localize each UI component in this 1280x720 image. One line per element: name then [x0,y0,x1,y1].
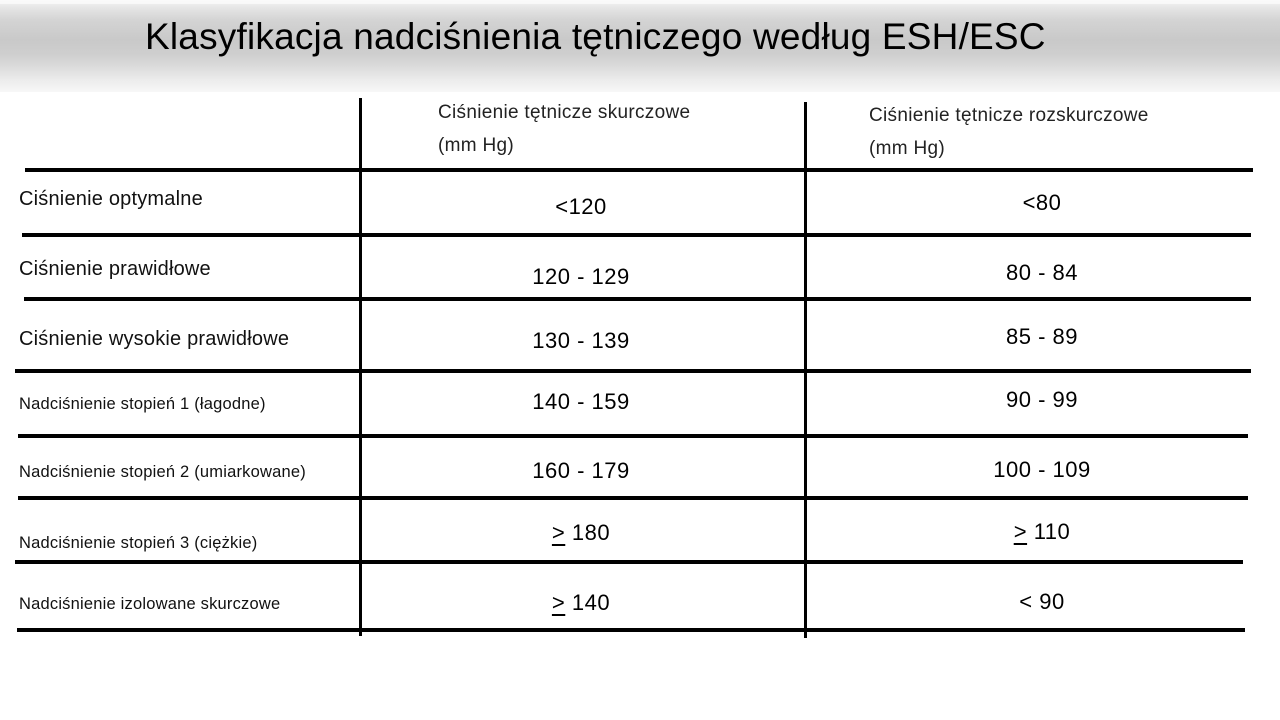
row-label-optimal: Ciśnienie optymalne [19,188,203,210]
systolic-number-isolated: 140 [565,590,611,615]
row-divider [17,628,1245,632]
row-label-normal: Ciśnienie prawidłowe [19,258,211,280]
row-divider [24,297,1251,301]
diastolic-value-high-normal: 85 - 89 [1006,324,1078,349]
systolic-number-grade-3: 180 [565,520,611,545]
row-divider [22,233,1251,237]
row-label-grade-2: Nadciśnienie stopień 2 (umiarkowane) [19,463,306,481]
systolic-value-grade-3 [431,520,731,546]
header-diastolic-line1: Ciśnienie tętnicze rozskurczowe [869,105,1149,126]
systolic-value-grade-2: 160 - 179 [532,458,630,483]
systolic-value-grade-1: 140 - 159 [532,389,630,414]
header-systolic [438,96,690,162]
header-systolic-line1: Ciśnienie tętnicze skurczowe [438,102,691,123]
page-title: Klasyfikacja nadciśnienia tętniczego według ESH/ESC [145,16,1046,57]
systolic-value-optimal: <120 [555,194,607,219]
systolic-sign-isolated: > [551,590,566,615]
column-divider-label [359,98,362,636]
row-label-grade-3: Nadciśnienie stopień 3 (ciężkie) [19,534,258,552]
diastolic-value-normal: 80 - 84 [1006,260,1078,285]
header-diastolic-line2: (mm Hg) [869,138,945,159]
header-systolic-line2: (mm Hg) [438,135,514,156]
header-diastolic [869,99,1149,165]
diastolic-number-grade-3: 110 [1027,519,1071,544]
row-label-grade-1: Nadciśnienie stopień 1 (łagodne) [19,395,266,413]
row-label-isolated-systolic: Nadciśnienie izolowane skurczowe [19,595,281,613]
row-divider [15,560,1243,564]
row-divider [18,434,1248,438]
systolic-sign-grade-3: > [551,520,566,545]
diastolic-value-grade-2: 100 - 109 [993,457,1091,482]
row-divider [25,168,1253,172]
row-divider [18,496,1248,500]
systolic-value-normal: 120 - 129 [532,264,630,289]
diastolic-value-grade-1: 90 - 99 [1006,387,1078,412]
systolic-value-high-normal: 130 - 139 [532,328,630,353]
row-label-high-normal: Ciśnienie wysokie prawidłowe [19,328,290,350]
diastolic-value-grade-3 [892,519,1192,545]
row-divider [15,369,1251,373]
systolic-value-isolated [431,590,731,616]
diastolic-value-isolated: < 90 [1019,589,1065,614]
diastolic-sign-grade-3: > [1013,519,1028,544]
diastolic-value-optimal: <80 [1022,190,1062,215]
